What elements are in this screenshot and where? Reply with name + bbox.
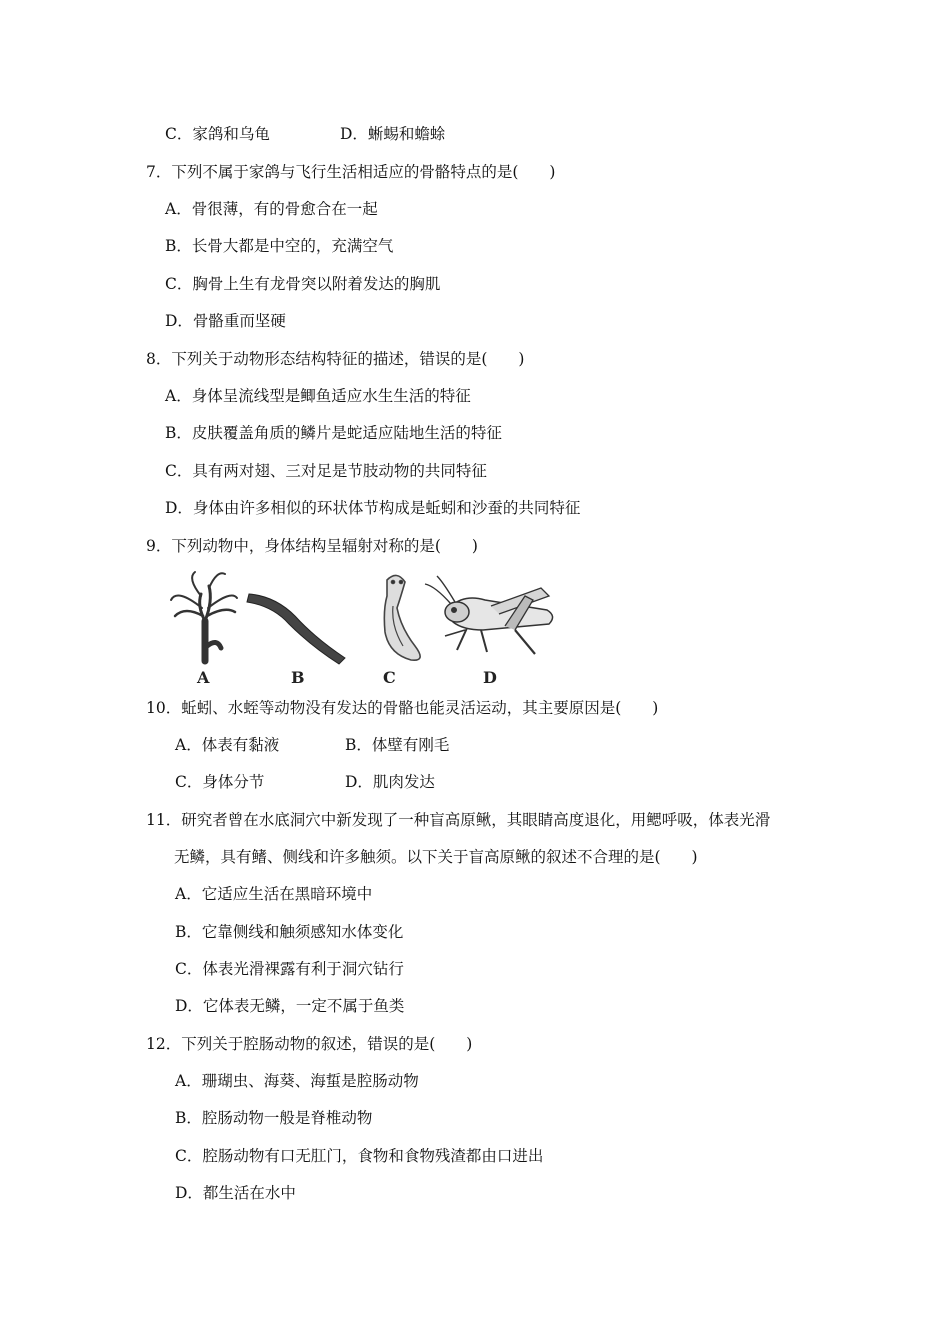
- q12-option-a: A．珊瑚虫、海葵、海蜇是腔肠动物: [175, 1072, 419, 1090]
- figure-label-a: A: [197, 668, 210, 687]
- q7-option-a: A．骨很薄，有的骨愈合在一起: [165, 200, 378, 218]
- q8-option-c: C．具有两对翅、三对足是节肢动物的共同特征: [165, 462, 487, 480]
- q7-stem: 7．下列不属于家鸽与飞行生活相适应的骨骼特点的是( ): [146, 163, 556, 181]
- hydra-image: [171, 572, 237, 661]
- q6-option-d: D．蜥蜴和蟾蜍: [340, 125, 446, 143]
- q12-stem: 12．下列关于腔肠动物的叙述，错误的是( ): [146, 1035, 473, 1053]
- q6-option-c: C．家鸽和乌龟: [165, 125, 270, 143]
- q11-stem-line1: 11．研究者曾在水底洞穴中新发现了一种盲高原鳅，其眼睛高度退化，用鳃呼吸，体表光滑: [146, 811, 771, 829]
- q8-stem: 8．下列关于动物形态结构特征的描述，错误的是( ): [146, 350, 525, 368]
- q10-option-d: D．肌肉发达: [345, 773, 435, 791]
- q12-option-b: B．腔肠动物一般是脊椎动物: [175, 1109, 373, 1127]
- q12-option-c: C．腔肠动物有口无肛门，食物和食物残渣都由口进出: [175, 1147, 544, 1165]
- q9-stem: 9．下列动物中，身体结构呈辐射对称的是( ): [146, 537, 478, 555]
- q9-animal-figure: [165, 566, 565, 690]
- q11-stem-line2: 无鳞，具有鳍、侧线和许多触须。以下关于盲高原鳅的叙述不合理的是( ): [174, 848, 698, 866]
- q8-option-b: B．皮肤覆盖角质的鳞片是蛇适应陆地生活的特征: [165, 424, 502, 442]
- figure-label-b: B: [291, 668, 305, 687]
- q8-option-a: A．身体呈流线型是鲫鱼适应水生生活的特征: [165, 387, 471, 405]
- q8-option-d: D．身体由许多相似的环状体节构成是蚯蚓和沙蚕的共同特征: [165, 499, 581, 517]
- figure-label-d: D: [483, 668, 497, 687]
- q7-option-d: D．骨骼重而坚硬: [165, 312, 286, 330]
- q11-option-a: A．它适应生活在黑暗环境中: [175, 885, 373, 903]
- q12-option-d: D．都生活在水中: [175, 1184, 296, 1202]
- worm-image: [247, 594, 345, 664]
- q7-option-b: B．长骨大都是中空的，充满空气: [165, 237, 394, 255]
- figure-label-c: C: [383, 668, 396, 687]
- planarian-image: [384, 575, 420, 660]
- q7-option-c: C．胸骨上生有龙骨突以附着发达的胸肌: [165, 275, 441, 293]
- q11-option-d: D．它体表无鳞，一定不属于鱼类: [175, 997, 405, 1015]
- q10-option-c: C．身体分节: [175, 773, 265, 791]
- q10-stem: 10．蚯蚓、水蛭等动物没有发达的骨骼也能灵活运动，其主要原因是( ): [146, 699, 659, 717]
- q9-animal-illustrations: [165, 566, 565, 666]
- q10-option-b: B．体壁有刚毛: [345, 736, 450, 754]
- grasshopper-image: [425, 576, 553, 654]
- q11-option-b: B．它靠侧线和触须感知水体变化: [175, 923, 404, 941]
- q10-option-a: A．体表有黏液: [175, 736, 280, 754]
- q11-option-c: C．体表光滑裸露有利于洞穴钻行: [175, 960, 404, 978]
